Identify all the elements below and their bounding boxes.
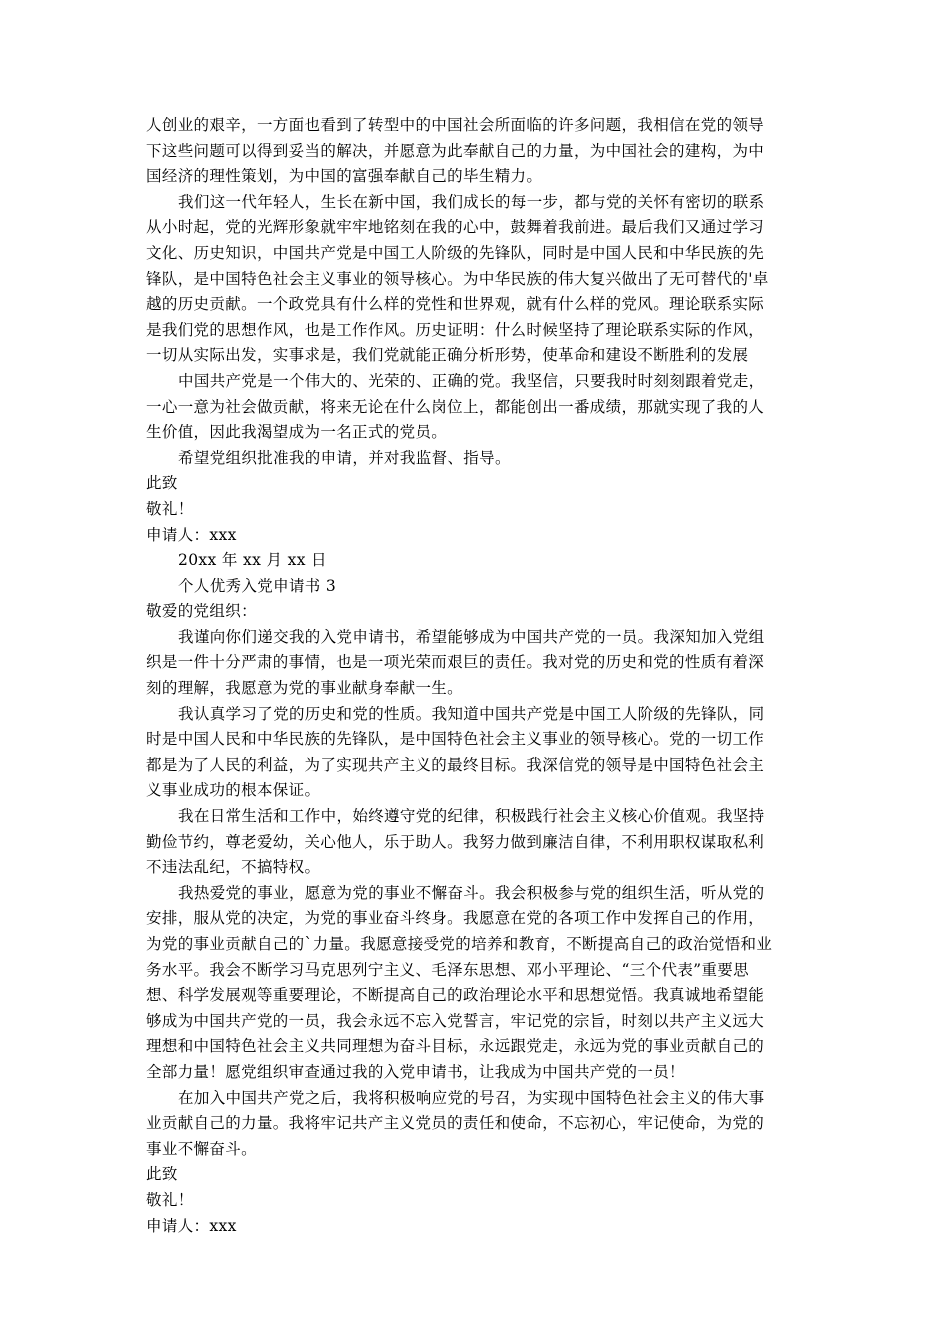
text-line: 务水平。我会不断学习马克思列宁主义、毛泽东思想、邓小平理论、“三个代表”重要思	[146, 960, 750, 979]
text-line: 锋队，是中国特色社会主义事业的领导核心。为中华民族的伟大复兴做出了无可替代的'卓	[146, 269, 769, 288]
text-line: 文化、历史知识，中国共产党是中国工人阶级的先锋队，同时是中国人民和中华民族的先	[146, 243, 765, 262]
text-line: 都是为了人民的利益，为了实现共产主义的最终目标。我深信党的领导是中国特色社会主	[146, 755, 765, 774]
text-line: 我认真学习了党的历史和党的性质。我知道中国共产党是中国工人阶级的先锋队，同	[178, 704, 765, 723]
text-line: 义事业成功的根本保证。	[146, 781, 321, 800]
text-line: 事业不懈奋斗。	[146, 1139, 257, 1158]
text-line: 全部力量！愿党组织审查通过我的入党申请书，让我成为中国共产党的一员！	[146, 1062, 685, 1081]
text-line: 理想和中国特色社会主义共同理想为奋斗目标，永远跟党走，永远为党的事业贡献自己的	[146, 1037, 765, 1056]
text-line: 越的历史贡献。一个政党具有什么样的党性和世界观，就有什么样的党风。理论联系实际	[146, 295, 765, 314]
text-line: 希望党组织批准我的申请，并对我监督、指导。	[178, 448, 511, 467]
text-line: 从小时起，党的光辉形象就牢牢地铭刻在我的心中，鼓舞着我前进。最后我们又通过学习	[146, 218, 765, 237]
text-line: 敬礼！	[146, 1190, 194, 1209]
text-line: 勤俭节约，尊老爱幼，关心他人，乐于助人。我努力做到廉洁自律，不利用职权谋取私利	[146, 832, 765, 851]
document-body	[146, 113, 808, 1239]
text-line: 安排，服从党的决定，为党的事业奋斗终身。我愿意在党的各项工作中发挥自己的作用，	[146, 909, 765, 928]
text-line: 不违法乱纪，不搞特权。	[146, 858, 321, 877]
text-line: 时是中国人民和中华民族的先锋队，是中国特色社会主义事业的领导核心。党的一切工作	[146, 730, 765, 749]
text-line: 一切从实际出发，实事求是，我们党就能正确分析形势，使革命和建设不断胜利的发展	[146, 346, 749, 365]
text-line: 够成为中国共产党的一员，我会永远不忘入党誓言，牢记党的宗旨，时刻以共产主义远大	[146, 1011, 765, 1030]
text-line: 人创业的艰辛，一方面也看到了转型中的中国社会所面临的许多问题，我相信在党的领导	[146, 116, 765, 134]
text-line: 我们这一代年轻人，生长在新中国，我们成长的每一步，都与党的关怀有密切的联系	[178, 192, 765, 211]
text-line: 此致	[146, 1165, 178, 1184]
text-line: 敬礼！	[146, 499, 194, 518]
text-line: 中国共产党是一个伟大的、光荣的、正确的党。我坚信，只要我时时刻刻跟着党走，	[178, 371, 765, 390]
text-line: 国经济的理性策划，为中国的富强奉献自己的毕生精力。	[146, 167, 543, 186]
text-line: 想、科学发展观等重要理论，不断提高自己的政治理论水平和思想觉悟。我真诚地希望能	[146, 986, 765, 1005]
text-line: 织是一件十分严肃的事情，也是一项光荣而艰巨的责任。我对党的历史和党的性质有着深	[146, 653, 765, 672]
text-line: 为党的事业贡献自己的`力量。我愿意接受党的培养和教育，不断提高自己的政治觉悟和业	[146, 935, 773, 953]
text-line: 个人优秀入党申请书 3	[178, 576, 337, 595]
text-line: 此致	[146, 474, 178, 493]
text-line: 在加入中国共产党之后，我将积极响应党的号召，为实现中国特色社会主义的伟大事	[178, 1088, 765, 1107]
text-line: 20xx 年 xx 月 xx 日	[178, 551, 327, 570]
text-line: 敬爱的党组织：	[146, 602, 257, 621]
text-line: 是我们党的思想作风，也是工作作风。历史证明：什么时候坚持了理论联系实际的作风，	[146, 320, 765, 339]
text-line: 我在日常生活和工作中，始终遵守党的纪律，积极践行社会主义核心价值观。我坚持	[178, 807, 765, 826]
text-line: 我热爱党的事业，愿意为党的事业不懈奋斗。我会积极参与党的组织生活，听从党的	[178, 883, 765, 902]
text-line: 申请人：xxx	[146, 525, 237, 544]
text-line: 下这些问题可以得到妥当的解决，并愿意为此奉献自己的力量，为中国社会的建构，为中	[146, 141, 765, 160]
text-line: 我谨向你们递交我的入党申请书，希望能够成为中国共产党的一员。我深知加入党组	[178, 627, 765, 646]
text-line: 生价值，因此我渴望成为一名正式的党员。	[146, 423, 448, 442]
text-line: 业贡献自己的力量。我将牢记共产主义党员的责任和使命，不忘初心，牢记使命，为党的	[146, 1114, 765, 1133]
text-line: 一心一意为社会做贡献，将来无论在什么岗位上，都能创出一番成绩，那就实现了我的人	[146, 397, 765, 416]
text-line: 申请人：xxx	[146, 1216, 237, 1235]
text-line: 刻的理解，我愿意为党的事业献身奉献一生。	[146, 679, 464, 698]
